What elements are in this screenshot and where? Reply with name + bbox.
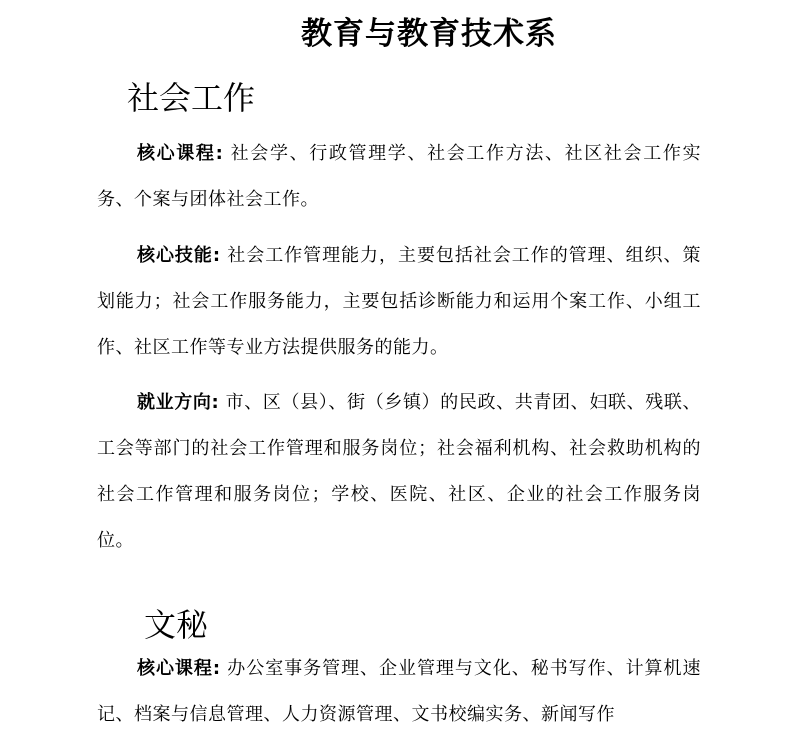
section-heading-secretarial: 文秘 xyxy=(144,606,209,644)
paragraph-label: 核心技能: xyxy=(137,245,221,266)
paragraph-core-skills xyxy=(97,233,701,371)
paragraph-label: 核心课程: xyxy=(137,658,221,679)
paragraph-core-courses xyxy=(97,646,701,738)
paragraph-text: 市、区（县）、街（乡镇）的民政、共青团、妇联、残联、工会等部门的社会工作管理和服务岗位；社会福利机构、社会救助机构的社会工作管理和服务岗位；学校、医院、社区、企业的社会工作服务岗位。 xyxy=(97,392,701,551)
paragraph-text: 社会工作管理能力，主要包括社会工作的管理、组织、策划能力；社会工作服务能力，主要包括诊断能力和运用个案工作、小组工作、社区工作等专业方法提供服务的能力。 xyxy=(97,245,701,358)
paragraph-text: 社会学、行政管理学、社会工作方法、社区社会工作实务、个案与团体社会工作。 xyxy=(97,143,701,210)
page-title: 教育与教育技术系 xyxy=(301,16,557,52)
paragraph-text: 办公室事务管理、企业管理与文化、秘书写作、计算机速记、档案与信息管理、人力资源管理、文书校编实务、新闻写作 xyxy=(97,658,701,725)
paragraph-core-courses xyxy=(97,131,701,223)
paragraph-label: 核心课程: xyxy=(137,143,224,164)
paragraph-employment-direction xyxy=(97,380,701,564)
paragraph-label: 就业方向: xyxy=(137,392,220,413)
section-heading-social-work: 社会工作 xyxy=(127,79,256,117)
